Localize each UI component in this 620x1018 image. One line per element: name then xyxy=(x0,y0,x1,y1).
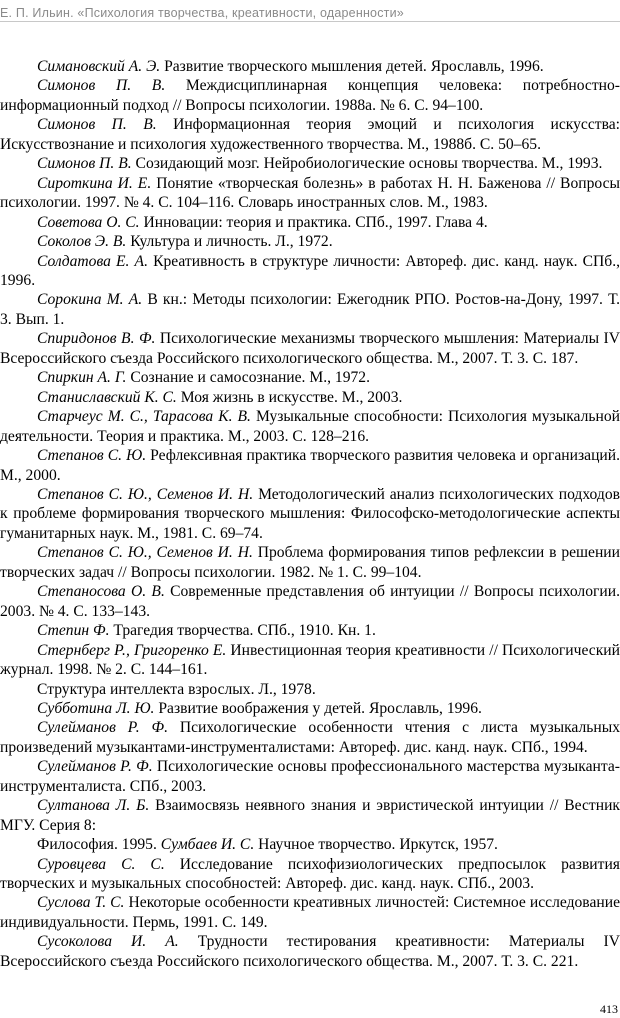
entry-author: Симонов П. В. xyxy=(37,155,132,173)
bibliography-entry xyxy=(0,718,620,757)
entry-author: Советова О. С. xyxy=(37,213,140,231)
bibliography-entry xyxy=(0,893,620,932)
page-number: 413 xyxy=(600,1002,618,1016)
entry-text: Психологические основы профессионального мастерства музыканта-инструменталиста. СПб., 2003. xyxy=(0,758,620,795)
entry-author: Соколов Э. В. xyxy=(37,233,127,251)
bibliography-entry xyxy=(0,388,620,407)
entry-text: Методологический анализ психологических подходов к проблеме формирования творческого мышления: Философско-методологические аспекты гуманитарных наук. М., 1981. С. 69–74. xyxy=(0,485,620,542)
entry-text: В кн.: Методы психологии: Ежегодник РПО. Ростов-на-Дону, 1997. Т. 3. Вып. 1. xyxy=(0,291,620,328)
bibliography-entry xyxy=(0,407,620,446)
header-divider xyxy=(0,21,620,22)
entry-author: Сумбаев И. С. xyxy=(160,836,255,854)
entry-author: Субботина Л. Ю. xyxy=(37,699,155,717)
bibliography-entry xyxy=(0,855,620,894)
bibliography-entry xyxy=(0,232,620,251)
entry-text: Взаимосвязь неявного знания и эвристической интуиции // Вестник МГУ. Серия 8: xyxy=(0,797,620,834)
entry-author: Сусоколова И. А. xyxy=(37,933,179,951)
bibliography-entry xyxy=(0,641,620,680)
entry-text: Трагедия творчества. СПб., 1910. Кн. 1. xyxy=(109,622,376,640)
entry-text: Философия. 1995. xyxy=(37,836,161,854)
entry-author: Степин Ф. xyxy=(37,622,110,640)
entry-author: Степанов С. Ю., Семенов И. Н. xyxy=(37,544,253,562)
bibliography-entry xyxy=(0,329,620,368)
entry-author: Старчеус М. С., Тарасова К. В. xyxy=(37,408,251,426)
entry-author: Степанов С. Ю. xyxy=(37,447,147,465)
entry-author: Стернберг Р., Григоренко Е. xyxy=(37,641,227,659)
entry-text: Информационная теория эмоций и психология искусства: Искусствознание и психология художественного творчества. М., 1988б. С. 50–65. xyxy=(0,116,620,153)
bibliography-entry xyxy=(0,174,620,213)
entry-author: Спиридонов В. Ф. xyxy=(37,330,156,348)
bibliography-entry xyxy=(0,796,620,835)
bibliography-entry xyxy=(0,835,620,854)
entry-author: Симонов П. В. xyxy=(37,116,157,134)
entry-author: Станиславский К. С. xyxy=(37,388,177,406)
bibliography-entry xyxy=(0,213,620,232)
entry-text: Созидающий мозг. Нейробиологические основы творчества. М., 1993. xyxy=(131,155,603,173)
bibliography-entry xyxy=(0,115,620,154)
entry-text: Проблема формирования типов рефлексии в решении творческих задач // Вопросы психологии. 1982. № 1. С. 99–104. xyxy=(0,544,620,581)
entry-author: Суслова Т. С. xyxy=(37,894,125,912)
bibliography-entry xyxy=(0,57,620,76)
entry-author: Султанова Л. Б. xyxy=(37,797,150,815)
entry-text: Рефлексивная практика творческого развития человека и организаций. М., 2000. xyxy=(0,447,620,484)
entry-text: Современные представления об интуиции // Вопросы психологии. 2003. № 4. С. 133–143. xyxy=(0,583,620,620)
entry-author: Степаносова О. В. xyxy=(37,583,165,601)
bibliography-entry xyxy=(0,446,620,485)
entry-text: Развитие творческого мышления детей. Ярославль, 1996. xyxy=(160,58,544,75)
bibliography-entry xyxy=(0,485,620,543)
entry-author: Симановский А. Э. xyxy=(37,58,161,75)
entry-text: Психологические механизмы творческого мышления: Материалы IV Всероссийского съезда Российского психологического общества. М., 2007. Т. 3. С. 187. xyxy=(0,330,620,367)
entry-text: Развитие воображения у детей. Ярославль, 1996. xyxy=(154,699,482,717)
bibliography-entry xyxy=(0,154,620,173)
entry-author: Сироткина И. Е. xyxy=(37,174,152,192)
entry-text: Понятие «творческая болезнь» в работах Н. Н. Баженова // Вопросы психологии. 1997. № 4. С. 104–116. Словарь иностранных слов. М., 1983. xyxy=(0,174,620,212)
entry-text: Моя жизнь в искусстве. М., 2003. xyxy=(176,388,403,406)
bibliography-entry xyxy=(0,757,620,796)
entry-author: Сорокина М. А. xyxy=(37,291,143,309)
bibliography-entry xyxy=(0,582,620,621)
entry-author: Степанов С. Ю., Семенов И. Н. xyxy=(37,485,254,503)
entry-text: Структура интеллекта взрослых. Л., 1978. xyxy=(37,680,316,698)
entry-text: Инвестиционная теория креативности // Психологический журнал. 1998. № 2. С. 144–161. xyxy=(0,641,620,679)
bibliography-entry xyxy=(0,932,620,971)
running-title: Е. П. Ильин. «Психология творчества, креативности, одаренности» xyxy=(0,6,404,20)
entry-text: Некоторые особенности креативных личностей: Системное исследование индивидуальности. Пермь, 1991. С. 149. xyxy=(0,894,620,931)
bibliography-entry xyxy=(0,252,620,291)
entry-text: Исследование психофизиологических предпосылок развития творческих и музыкальных способностей: Автореф. дис. канд. наук. СПб., 2003. xyxy=(0,855,620,893)
entry-text: Культура и личность. Л., 1972. xyxy=(126,233,333,251)
entry-text: Сознание и самосознание. М., 1972. xyxy=(126,369,370,387)
entry-text: Научное творчество. Иркутск, 1957. xyxy=(254,836,498,854)
entry-author: Суровцева С. С. xyxy=(37,855,165,873)
entry-text: Музыкальные способности: Психология музыкальной деятельности. Теория и практика. М., 2003. С. 128–216. xyxy=(0,408,620,445)
bibliography-entry xyxy=(0,621,620,640)
entry-author: Симонов П. В. xyxy=(37,77,166,95)
entry-author: Сулейманов Р. Ф. xyxy=(37,719,168,737)
bibliography-entry xyxy=(0,290,620,329)
bibliography-entry xyxy=(0,699,620,718)
bibliography-entry xyxy=(0,543,620,582)
entry-text: Трудности тестирования креативности: Материалы IV Всероссийского съезда Российского психологического общества. М., 2007. Т. 3. С. 221. xyxy=(0,933,620,970)
bibliography-entry xyxy=(0,76,620,115)
entry-author: Спиркин А. Г. xyxy=(37,369,127,387)
entry-author: Сулейманов Р. Ф. xyxy=(37,758,153,776)
entry-author: Солдатова Е. А. xyxy=(37,252,148,270)
bibliography-entry xyxy=(0,368,620,387)
entry-text: Креативность в структуре личности: Автореф. дис. канд. наук. СПб., 1996. xyxy=(0,252,620,289)
entry-text: Психологические особенности чтения с листа музыкальных произведений музыкантами-инструменталистами: Автореф. дис. канд. наук. СПб., 1994. xyxy=(0,719,620,756)
running-header xyxy=(0,0,620,26)
bibliography-entry xyxy=(0,680,620,699)
entry-text: Междисциплинарная концепция человека: потребностно-информационный подход // Вопросы психологии. 1988а. № 6. С. 94–100. xyxy=(0,77,620,114)
entry-text: Инновации: теория и практика. СПб., 1997. Глава 4. xyxy=(139,213,488,231)
bibliography-list xyxy=(0,57,620,971)
